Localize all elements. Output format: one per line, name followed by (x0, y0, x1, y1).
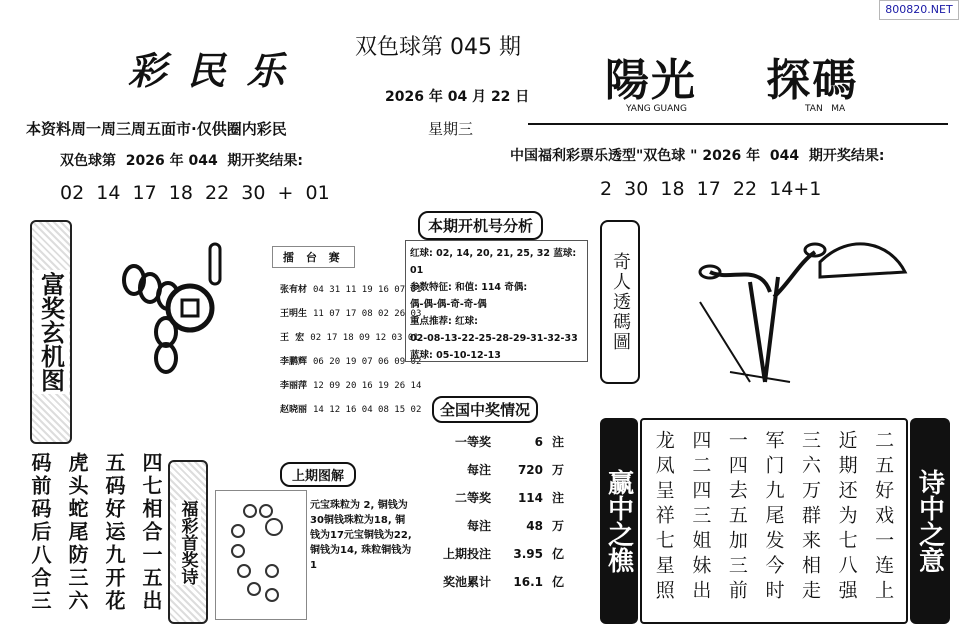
arena-name: 王 宏 (280, 333, 305, 343)
right-poem-col: 龙凤呈祥七星照 (652, 430, 675, 605)
left-poem-col: 码前码后八合三 (28, 452, 52, 613)
last-period-title: 上期图解 (280, 462, 356, 487)
header-rule (528, 123, 948, 125)
analysis-line: 参数特征: 和值: 114 奇偶: (410, 282, 528, 293)
strange-banner-text: 奇人透碼圖 (610, 252, 631, 352)
right-poem-col: 一四去五加三前 (725, 430, 748, 605)
analysis-title: 本期开机号分析 (418, 211, 543, 240)
prize-unit: 万 (551, 519, 564, 533)
prize-label: 每注 (466, 463, 491, 477)
right-poem-col: 军门九尾发今时 (762, 430, 785, 605)
arena-nums: 02 17 18 09 12 03 01 (310, 333, 419, 343)
arena-name: 李鹏辉 (280, 357, 308, 367)
prize-unit: 亿 (551, 547, 564, 561)
arena-name: 张有材 (280, 285, 308, 295)
analysis-line: 红球: 02, 14, 20, 21, 25, 32 蓝球: 01 (410, 248, 577, 276)
weekday: 星期三 (428, 120, 474, 138)
right-poem-col: 三六万群来相走 (799, 430, 822, 605)
pinyin-right: TAN MA (805, 104, 846, 114)
prize-value: 6 (534, 435, 543, 449)
side-banner-right (910, 418, 950, 624)
issue-date: 2026 年 04 月 22 日 (385, 89, 530, 105)
arena-name: 赵晓丽 (280, 405, 308, 415)
side-banner-left-text: 赢中之樵 (603, 469, 634, 573)
brand-left: 彩 民 乐 (128, 48, 289, 93)
analysis-line: 02-08-13-22-25-28-29-31-32-33 (410, 333, 578, 344)
prize-row (425, 456, 585, 484)
arena-row (280, 374, 421, 398)
arena-row (280, 398, 421, 422)
prize-row (425, 428, 585, 456)
prize-unit: 注 (551, 491, 564, 505)
results-left-numbers: 02 14 17 18 22 30 + 01 (60, 182, 330, 204)
brand-right: 陽光 探碼 (605, 55, 859, 106)
prize-unit: 万 (551, 463, 564, 477)
pinyin-left: YANG GUANG (626, 104, 687, 114)
arena-title: 擂 台 赛 (272, 246, 355, 268)
last-period-figure (215, 490, 307, 620)
arena-row (280, 350, 421, 374)
prize-row (425, 540, 585, 568)
site-watermark: 800820.NET (879, 0, 959, 20)
arena-nums: 11 07 17 08 02 26 03 (313, 309, 422, 319)
arena-nums: 12 09 20 16 19 26 14 (313, 381, 422, 391)
arena-nums: 14 12 16 04 08 15 02 (313, 405, 422, 415)
left-poem (26, 452, 166, 622)
left-poem-col: 五码好运九开花 (102, 452, 126, 613)
prize-value: 720 (517, 463, 543, 477)
right-poem (640, 418, 908, 624)
prize-value: 114 (517, 491, 543, 505)
prize-label: 每注 (466, 519, 491, 533)
prize-label: 上期投注 (442, 547, 491, 561)
arena-name: 王明生 (280, 309, 308, 319)
fucai-banner-text: 福彩首奖诗 (176, 500, 201, 585)
left-banner (30, 220, 72, 444)
prize-row (425, 512, 585, 540)
left-banner-text: 富奖玄机图 (34, 270, 69, 394)
fucai-banner (168, 460, 208, 624)
side-banner-right-text: 诗中之意 (914, 469, 945, 573)
results-right-title: 中国福利彩票乐透型"双色球 " 2026 年 044 期开奖结果: (510, 148, 885, 164)
prizes-table (425, 428, 585, 596)
prize-label: 二等奖 (454, 491, 491, 505)
arena-row (280, 278, 421, 302)
analysis-line: 蓝球: 05-10-12-13 (410, 350, 501, 361)
prize-row (425, 484, 585, 512)
analysis-line: 重点推荐: 红球: (410, 316, 478, 327)
arena-name: 李丽萍 (280, 381, 308, 391)
results-right-numbers: 2 30 18 17 22 14+1 (600, 178, 822, 200)
arena-row (280, 326, 421, 350)
prize-value: 16.1 (513, 575, 543, 589)
analysis-panel (405, 240, 588, 362)
analysis-line: 偶-偶-偶-奇-奇-偶 (410, 299, 487, 310)
right-poem-col: 二五好戏一连上 (872, 430, 895, 605)
arena-list (280, 278, 421, 422)
arena-nums: 04 31 11 19 16 07 01 (313, 285, 422, 295)
tree-sketch (690, 222, 910, 392)
prize-value: 3.95 (513, 547, 543, 561)
prize-value: 48 (526, 519, 543, 533)
lucky-beads-illustration (110, 240, 240, 390)
side-banner-left (600, 418, 638, 624)
right-poem-col: 近期还为七八强 (835, 430, 858, 605)
results-left-title: 双色球第 2026 年 044 期开奖结果: (60, 153, 304, 169)
left-poem-col: 四七相合一五出 (139, 452, 163, 613)
right-poem-col: 四二四三姐妹出 (689, 430, 712, 605)
prize-unit: 亿 (551, 575, 564, 589)
prize-unit: 注 (551, 435, 564, 449)
notice-text: 本资料周一周三周五面市·仅供圈内彩民 (26, 120, 287, 138)
arena-row (280, 302, 421, 326)
prize-row (425, 568, 585, 596)
prizes-title: 全国中奖情况 (432, 396, 538, 423)
arena-nums: 06 20 19 07 06 09 02 (313, 357, 422, 367)
last-period-beads (216, 491, 306, 619)
strange-banner (600, 220, 640, 384)
prize-label: 一等奖 (454, 435, 491, 449)
left-poem-col: 虎头蛇尾防三六 (65, 452, 89, 613)
prize-label: 奖池累计 (442, 575, 491, 589)
issue-title: 双色球第 045 期 (355, 35, 521, 60)
last-period-text: 元宝珠粒为 2, 铜钱为30铜钱珠粒为18, 铜钱为17元宝铜钱为22, 铜钱为14, 珠粒铜钱为1 (310, 500, 412, 571)
